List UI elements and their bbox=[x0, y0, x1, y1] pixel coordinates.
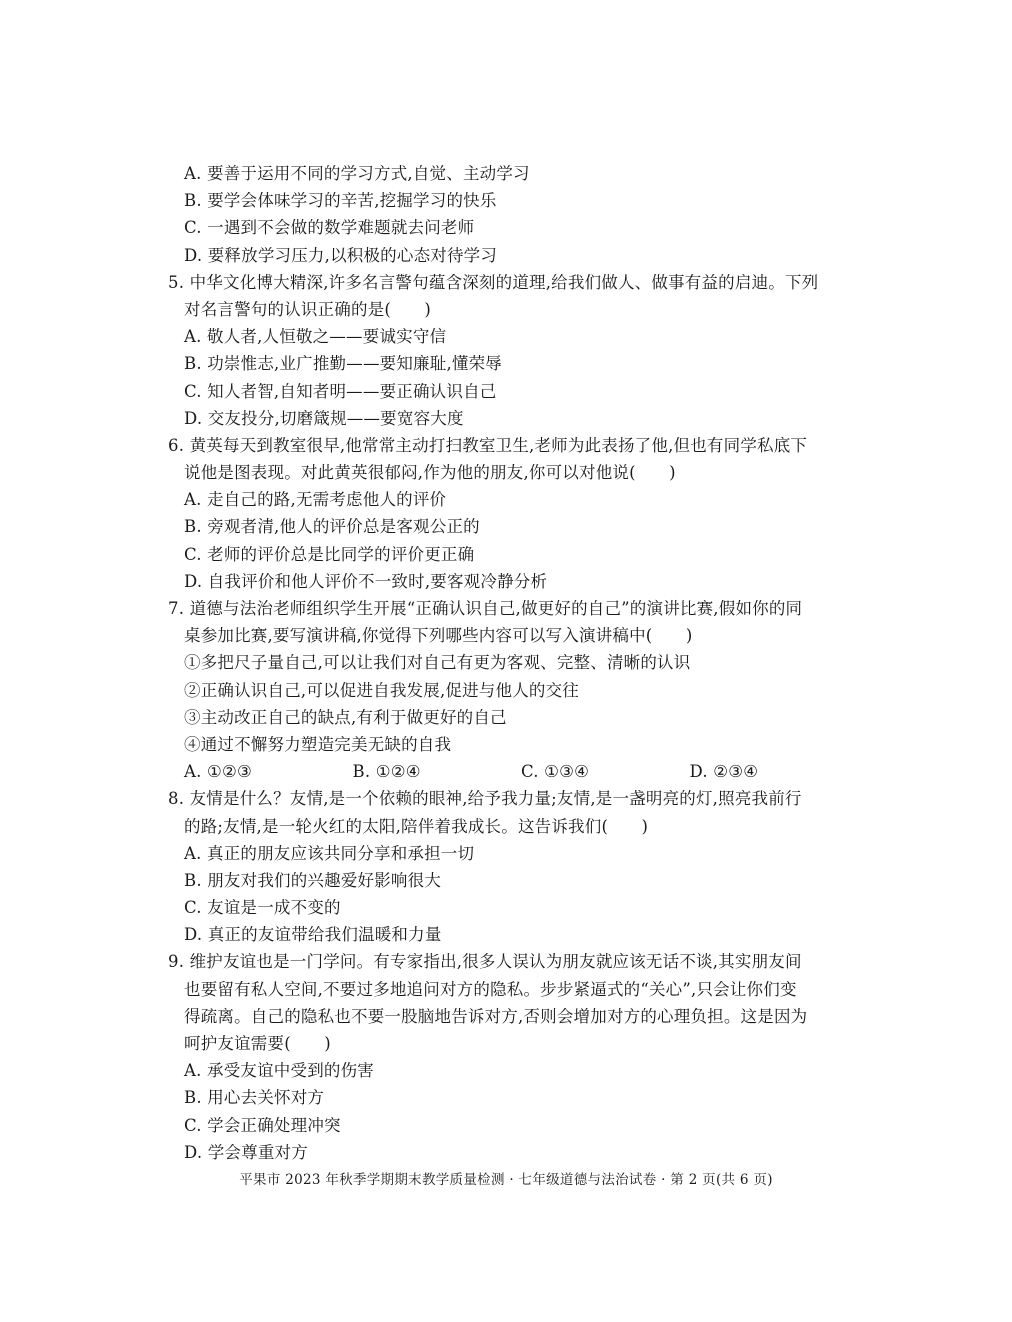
q9-stem-line-1: 9. 维护友谊也是一门学问。有专家指出,很多人误认为朋友就应该无话不谈,其实朋友间 bbox=[168, 952, 802, 972]
q9-option-d: D. 学会尊重对方 bbox=[184, 1142, 308, 1162]
q8-stem-line-1: 8. 友情是什么？友情,是一个依赖的眼神,给予我力量;友情,是一盏明亮的灯,照亮我前行 bbox=[168, 789, 802, 809]
q7-statement-4: ④通过不懈努力塑造完美无缺的自我 bbox=[184, 734, 452, 754]
page-content bbox=[168, 160, 858, 1166]
q4-option-c: C. 一遇到不会做的数学难题就去问老师 bbox=[184, 218, 475, 238]
q8-option-d: D. 真正的友谊带给我们温暖和力量 bbox=[184, 925, 442, 945]
q9-option-b: B. 用心去关怀对方 bbox=[184, 1088, 325, 1108]
page-footer: 平果市 2023 年秋季学期期末教学质量检测 · 七年级道德与法治试卷 · 第 2 页(共 6 页) bbox=[239, 1172, 773, 1188]
q5-option-d: D. 交友投分,切磨箴规——要宽容大度 bbox=[184, 408, 464, 428]
q5-stem-line-2: 对名言警句的认识正确的是( ) bbox=[184, 299, 432, 319]
q7-option-a: A. ①②③ bbox=[184, 762, 252, 782]
q9-stem-line-2: 也要留有私人空间,不要过多地追问对方的隐私。步步紧逼式的“关心”,只会让你们变 bbox=[184, 979, 797, 999]
q7-statement-1: ①多把尺子量自己,可以让我们对自己有更为客观、完整、清晰的认识 bbox=[184, 653, 691, 673]
q9-stem-line-4: 呵护友谊需要( ) bbox=[184, 1034, 331, 1053]
q7-option-c: C. ①③④ bbox=[521, 762, 590, 782]
q6-option-a: A. 走自己的路,无需考虑他人的评价 bbox=[184, 490, 447, 510]
q7-stem-line-1: 7. 道德与法治老师组织学生开展“正确认识自己,做更好的自己”的演讲比赛,假如你的同 bbox=[168, 599, 803, 618]
q7-option-b: B. ①②④ bbox=[352, 762, 421, 782]
q5-option-c: C. 知人者智,自知者明——要正确认识自己 bbox=[184, 381, 497, 401]
q5-stem-line-1: 5. 中华文化博大精深,许多名言警句蕴含深刻的道理,给我们做人、做事有益的启迪。下列 bbox=[168, 272, 819, 292]
q8-option-a: A. 真正的朋友应该共同分享和承担一切 bbox=[184, 843, 475, 863]
q4-option-a: A. 要善于运用不同的学习方式,自觉、主动学习 bbox=[184, 164, 530, 183]
q9-option-c: C. 学会正确处理冲突 bbox=[184, 1115, 341, 1135]
q6-option-d: D. 自我评价和他人评价不一致时,要客观冷静分析 bbox=[184, 571, 548, 591]
q6-stem-line-2: 说他是图表现。对此黄英很郁闷,作为他的朋友,你可以对他说( ) bbox=[184, 463, 676, 483]
q5-option-a: A. 敬人者,人恒敬之——要诚实守信 bbox=[184, 327, 447, 347]
q6-option-b: B. 旁观者清,他人的评价总是客观公正的 bbox=[184, 517, 480, 537]
q4-option-b: B. 要学会体味学习的辛苦,挖掘学习的快乐 bbox=[184, 191, 497, 211]
q9-stem-line-3: 得疏离。自己的隐私也不要一股脑地告诉对方,否则会增加对方的心理负担。这是因为 bbox=[184, 1006, 808, 1026]
q6-option-c: C. 老师的评价总是比同学的评价更正确 bbox=[184, 544, 475, 564]
q5-option-b: B. 功崇惟志,业广推勤——要知廉耻,懂荣辱 bbox=[184, 354, 503, 374]
q6-stem-line-1: 6. 黄英每天到教室很早,他常常主动打扫教室卫生,老师为此表扬了他,但也有同学私底下 bbox=[168, 435, 808, 455]
q9-option-a: A. 承受友谊中受到的伤害 bbox=[184, 1061, 375, 1081]
q7-option-d: D. ②③④ bbox=[689, 762, 759, 782]
q7-statement-3: ③主动改正自己的缺点,有利于做更好的自己 bbox=[184, 707, 507, 727]
q7-statement-2: ②正确认识自己,可以促进自我发展,促进与他人的交往 bbox=[184, 680, 579, 700]
q4-option-d: D. 要释放学习压力,以积极的心态对待学习 bbox=[184, 245, 498, 265]
q8-stem-line-2: 的路;友情,是一轮火红的太阳,陪伴着我成长。这告诉我们( ) bbox=[184, 816, 649, 836]
q8-option-b: B. 朋友对我们的兴趣爱好影响很大 bbox=[184, 870, 442, 890]
q8-option-c: C. 友谊是一成不变的 bbox=[184, 898, 341, 918]
q7-options-row bbox=[168, 758, 858, 785]
q7-stem-line-2: 桌参加比赛,要写演讲稿,你觉得下列哪些内容可以写入演讲稿中( ) bbox=[184, 626, 693, 646]
